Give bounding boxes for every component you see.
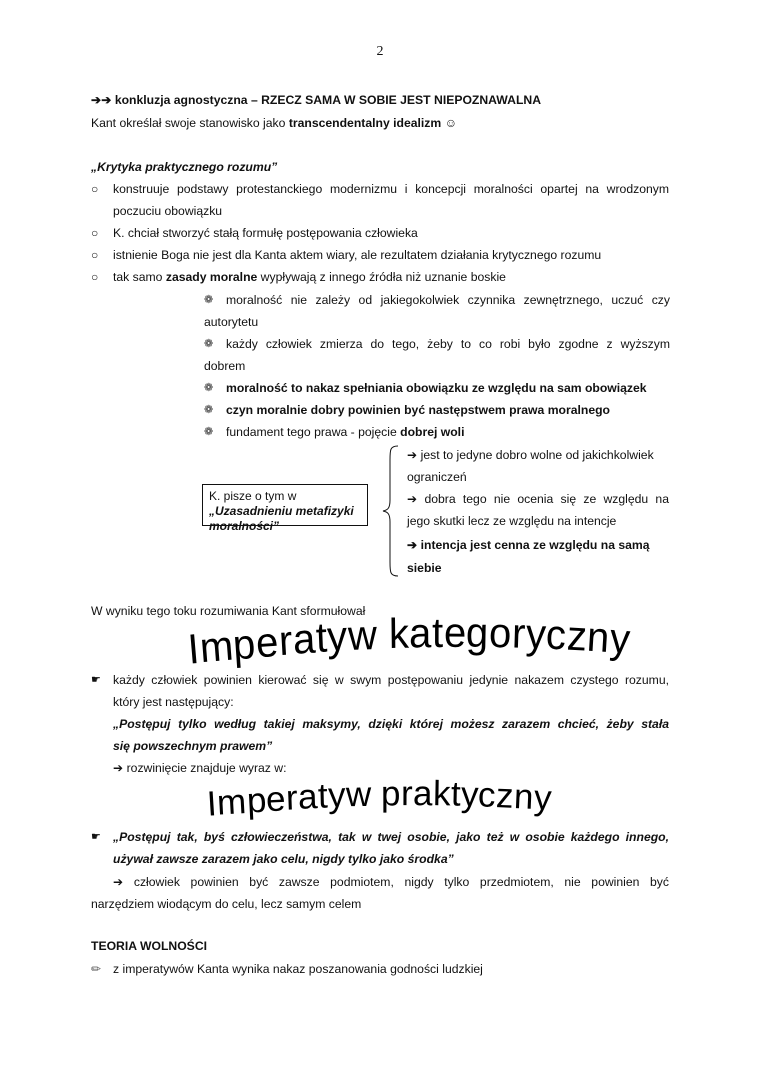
sublist-item: moralność to nakaz spełniania obowiązku ze względu na sam obowiązek	[226, 381, 647, 395]
wordart-letter: y	[460, 774, 479, 815]
box-line-italic: „Uzasadnieniu metafizyki	[209, 504, 354, 518]
right-item-line: jego skutki lecz ze względu na intencje	[407, 514, 617, 528]
wordart-letter: n	[585, 613, 612, 662]
list-item: K. chciał stworzyć stałą formułę postępowania człowieka	[113, 226, 418, 240]
curly-brace	[380, 444, 402, 578]
agnostic-conclusion	[91, 92, 541, 108]
wordart-letter	[371, 775, 381, 815]
right-item-line: intencja jest cenna ze względu na samą	[420, 538, 650, 552]
sublist-item-line: moralność nie zależy od jakiegokolwiek czynnika zewnętrznego, uczuć czy	[226, 293, 670, 307]
wordart-letter: n	[513, 776, 535, 817]
wordart-letter: c	[545, 611, 568, 660]
imperative-quote-line: się powszechnym prawem”	[113, 739, 273, 753]
wordart-letter: p	[231, 621, 258, 669]
right-item-line: ograniczeń	[407, 470, 467, 484]
circle-bullet-icon: ○	[91, 226, 99, 240]
development-line	[113, 760, 286, 776]
sublist-item-line: dobrem	[204, 359, 246, 373]
list-item	[113, 269, 506, 285]
wordart-letter: a	[291, 615, 317, 664]
wordart-letter: m	[215, 782, 248, 823]
sublist-item	[226, 424, 464, 440]
wordart-letter: z	[565, 612, 589, 661]
wordart-letter: t	[431, 610, 444, 657]
pencil-icon: ✏	[91, 962, 102, 976]
wordart-letter: m	[197, 622, 236, 672]
imperative-quote-line: używał zawsze zarazem jako celu, nigdy tylko jako środka”	[113, 852, 454, 866]
right-item-line: siebie	[407, 561, 442, 575]
gear-bullet-icon: ❁	[204, 338, 214, 350]
right-item	[407, 491, 669, 507]
list-item-line: konstruuje podstawy protestanckiego modernizmu i koncepcji moralności opartej na wrodzonym	[113, 182, 669, 196]
wordart-letter: r	[400, 774, 414, 814]
imperative-line: każdy człowiek powinien kierować się w swym postępowaniu jedynie nakazem czystego rozumu,	[113, 673, 669, 687]
circle-bullet-icon: ○	[91, 248, 99, 262]
wordart-letter: t	[450, 774, 461, 814]
heading-theory-of-freedom: TEORIA WOLNOŚCI	[91, 939, 208, 953]
sublist-item: czyn moralnie dobry powinien być następstwem prawa moralnego	[226, 403, 610, 417]
gear-bullet-icon: ❁	[204, 426, 214, 438]
development-text: rozwinięcie znajduje wyraz w:	[126, 761, 287, 775]
arrow-right-icon: ➔	[113, 875, 124, 889]
wordart-letter: k	[388, 610, 410, 658]
wordart-letter: y	[326, 613, 349, 661]
arrow-right-icon: ➔	[407, 538, 418, 552]
right-item	[407, 537, 650, 553]
wordart-letter: t	[314, 614, 329, 662]
wordart-letter: g	[465, 609, 490, 657]
wordart-letter: y	[327, 775, 346, 815]
transition-sentence: W wyniku tego toku rozumiwania Kant sformułował	[91, 604, 366, 618]
imperative-arrow-line	[113, 874, 669, 890]
agnostic-text: konkluzja agnostyczna – RZECZ SAMA W SOBIE JEST NIEPOZNAWALNA	[114, 93, 541, 107]
wordart-letter: p	[245, 780, 268, 821]
right-item	[407, 447, 654, 463]
wordart-practical-imperative	[205, 774, 553, 824]
kant-stance-prefix: Kant określał swoje stanowisko jako	[91, 116, 289, 130]
right-item-line: jest to jedyne dobro wolne od jakichkolwiek	[420, 448, 654, 462]
wordart-letter	[377, 612, 389, 659]
arrow-right-icon: ➔	[113, 761, 124, 775]
hand-bullet-icon: ☛	[91, 831, 101, 843]
wordart-letter: e	[254, 619, 281, 667]
wordart-letter: e	[265, 779, 287, 820]
sublist-item-prefix: fundament tego prawa - pojęcie	[226, 425, 401, 439]
circle-bullet-icon: ○	[91, 270, 99, 284]
wordart-letter: r	[277, 617, 295, 665]
wordart-letter: I	[205, 784, 219, 824]
smiley-icon: ☺	[444, 116, 458, 130]
heading-critique-practical-reason: „Krytyka praktycznego rozumu”	[91, 160, 278, 174]
wordart-letter: z	[495, 776, 515, 816]
wordart-letter: I	[186, 626, 202, 674]
page-number: 2	[376, 44, 384, 59]
imperative-line: który jest następujący:	[113, 695, 234, 709]
list-item-suffix: wypływają z innego źródła niż uznanie boskie	[257, 270, 506, 284]
imperative-arrow-text: człowiek powinien być zawsze podmiotem, nigdy tylko przedmiotem, nie powinien być	[133, 875, 669, 889]
reference-box	[202, 484, 368, 533]
wordart-categorical-imperative	[186, 609, 632, 674]
imperative-quote-line: „Postępuj tylko według takiej maksymy, dzięki której możesz zarazem chcieć, żeby stała	[113, 717, 669, 731]
wordart-letter: a	[412, 774, 433, 814]
wordart-letter: t	[317, 776, 329, 816]
wordart-letter: w	[347, 612, 378, 660]
list-item-line: poczuciu obowiązku	[113, 204, 223, 218]
wordart-letter: a	[409, 610, 433, 657]
imperative-arrow-line: narzędziem wiodącym do celu, lecz samym celem	[91, 897, 362, 911]
list-item: z imperatywów Kanta wynika nakaz poszanowania godności ludzkiej	[113, 962, 483, 976]
arrow-right-icon: ➔	[407, 492, 418, 506]
kant-stance-bold: transcendentalny idealizm	[288, 116, 442, 130]
arrow-right-icon: ➔	[407, 448, 418, 462]
gear-bullet-icon: ❁	[204, 404, 214, 416]
imperative-quote-line: „Postępuj tak, byś człowieczeństwa, tak w twej osobie, jako też w osobie każdego innego,	[113, 830, 669, 844]
wordart-letter: y	[524, 611, 548, 659]
sublist-item-line: autorytetu	[204, 315, 259, 329]
box-line: K. pisze o tym w	[209, 489, 297, 503]
gear-bullet-icon: ❁	[204, 382, 214, 394]
circle-bullet-icon: ○	[91, 182, 99, 196]
sublist-item-line: każdy człowiek zmierza do tego, żeby to co robi było zgodne z wyższym	[226, 337, 670, 351]
wordart-letter: y	[532, 778, 553, 818]
gear-bullet-icon: ❁	[204, 294, 214, 306]
hand-bullet-icon: ☛	[91, 674, 101, 686]
wordart-letter: p	[381, 774, 402, 814]
sublist-item-bold: dobrej woli	[400, 425, 465, 439]
wordart-letter: e	[443, 609, 467, 657]
right-item-line: dobra tego nie ocenia się ze względu na	[424, 492, 669, 506]
double-arrow-icon: ➔➔	[91, 93, 112, 107]
wordart-letter: r	[285, 778, 299, 818]
wordart-letter: y	[608, 615, 632, 663]
wordart-letter: r	[511, 610, 527, 658]
wordart-letter: k	[432, 774, 451, 814]
wordart-letter: w	[345, 774, 372, 815]
wordart-letter: o	[488, 610, 513, 657]
list-item-prefix: tak samo	[113, 270, 166, 284]
wordart-letter: a	[297, 777, 319, 817]
list-item: istnienie Boga nie jest dla Kanta aktem wiary, ale rezultatem działania krytycznego rozumu	[113, 248, 602, 262]
wordart-letter: c	[477, 775, 497, 815]
box-line-italic: moralności”	[209, 519, 280, 533]
list-item-bold: zasady moralne	[165, 270, 258, 284]
kant-stance-line	[91, 115, 457, 131]
